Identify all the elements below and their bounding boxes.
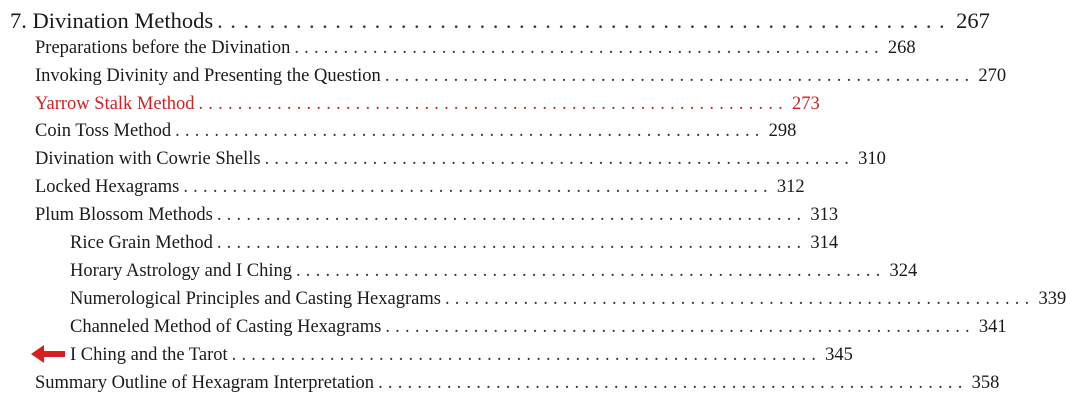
dot-leader: ............................................................	[378, 373, 968, 393]
toc-entry-channeled-method[interactable]	[70, 317, 1007, 338]
toc-entry-yarrow-stalk[interactable]	[35, 94, 820, 115]
dot-leader: ............................................................	[231, 345, 822, 365]
toc-entry-page: 345	[825, 345, 853, 365]
dot-leader: ............................................................	[216, 233, 807, 253]
toc-entry-page: 268	[887, 38, 916, 58]
toc-entry-label: Preparations before the Divination	[35, 38, 291, 58]
toc-entry-coin-toss[interactable]	[35, 121, 797, 142]
toc-entry-label: Locked Hexagrams	[35, 177, 180, 197]
toc-entry-preparations[interactable]	[35, 38, 916, 59]
dot-leader: ............................................................	[264, 149, 855, 169]
toc-entry-horary-astrology[interactable]	[70, 261, 918, 282]
dot-leader: ............................................................	[385, 317, 975, 337]
toc-entry-page: 298	[768, 121, 797, 141]
toc-entry-numerological-principles[interactable]	[70, 289, 1066, 310]
arrow-left-icon	[31, 343, 67, 365]
toc-entry-rice-grain[interactable]	[70, 233, 839, 254]
toc-entry-page: 270	[978, 66, 1007, 86]
toc-entry-label: Rice Grain Method	[70, 233, 213, 253]
toc-entry-label: Coin Toss Method	[35, 121, 172, 141]
chapter-page-number: 267	[956, 8, 990, 33]
toc-entry-cowrie-shells[interactable]	[35, 149, 886, 170]
toc-entry-label: I Ching and the Tarot	[70, 345, 228, 365]
toc-entry-i-ching-tarot[interactable]	[70, 345, 853, 366]
toc-entry-label: Plum Blossom Methods	[35, 205, 213, 225]
chapter-title-group	[10, 8, 217, 34]
toc-entry-page: 339	[1038, 289, 1066, 309]
dot-leader: ............................................................	[295, 261, 886, 281]
toc-entry-label: Channeled Method of Casting Hexagrams	[70, 317, 382, 337]
toc-entry-page: 313	[810, 205, 839, 225]
toc-entry-label: Numerological Principles and Casting Hexagrams	[70, 289, 441, 309]
chapter-heading[interactable]	[10, 8, 990, 34]
toc-entry-page: 341	[978, 317, 1007, 337]
dot-leader: ............................................................	[444, 289, 1035, 309]
toc-entry-locked-hexagrams[interactable]	[35, 177, 805, 198]
toc-entry-page: 314	[810, 233, 839, 253]
toc-entry-page: 358	[971, 373, 1000, 393]
dot-leader: ............................................................	[384, 66, 975, 86]
toc-entry-label: Invoking Divinity and Presenting the Question	[35, 66, 381, 86]
toc-entry-plum-blossom[interactable]	[35, 205, 839, 226]
toc-entry-page: 273	[791, 94, 820, 114]
toc-entry-label: Summary Outline of Hexagram Interpretation	[35, 373, 375, 393]
chapter-number: 7.	[10, 8, 27, 33]
toc-entry-label: Divination with Cowrie Shells	[35, 149, 261, 169]
toc-entry-summary-outline[interactable]	[35, 373, 1000, 394]
toc-entry-page: 312	[776, 177, 805, 197]
dot-leader: ............................................................	[183, 177, 773, 197]
dot-leader: ............................................................	[294, 38, 884, 58]
chapter-title: Divination Methods	[32, 8, 214, 33]
toc-entry-label: Yarrow Stalk Method	[35, 94, 195, 114]
dot-leader: ............................................................	[198, 94, 788, 114]
dot-leader: ............................................................	[216, 205, 807, 225]
toc-entry-page: 310	[858, 149, 886, 169]
dot-leader: ........................................................	[217, 8, 953, 33]
dot-leader: ............................................................	[175, 121, 765, 141]
toc-entry-label: Horary Astrology and I Ching	[70, 261, 292, 281]
toc-entry-page: 324	[889, 261, 918, 281]
toc-entry-invoking-divinity[interactable]	[35, 66, 1007, 87]
